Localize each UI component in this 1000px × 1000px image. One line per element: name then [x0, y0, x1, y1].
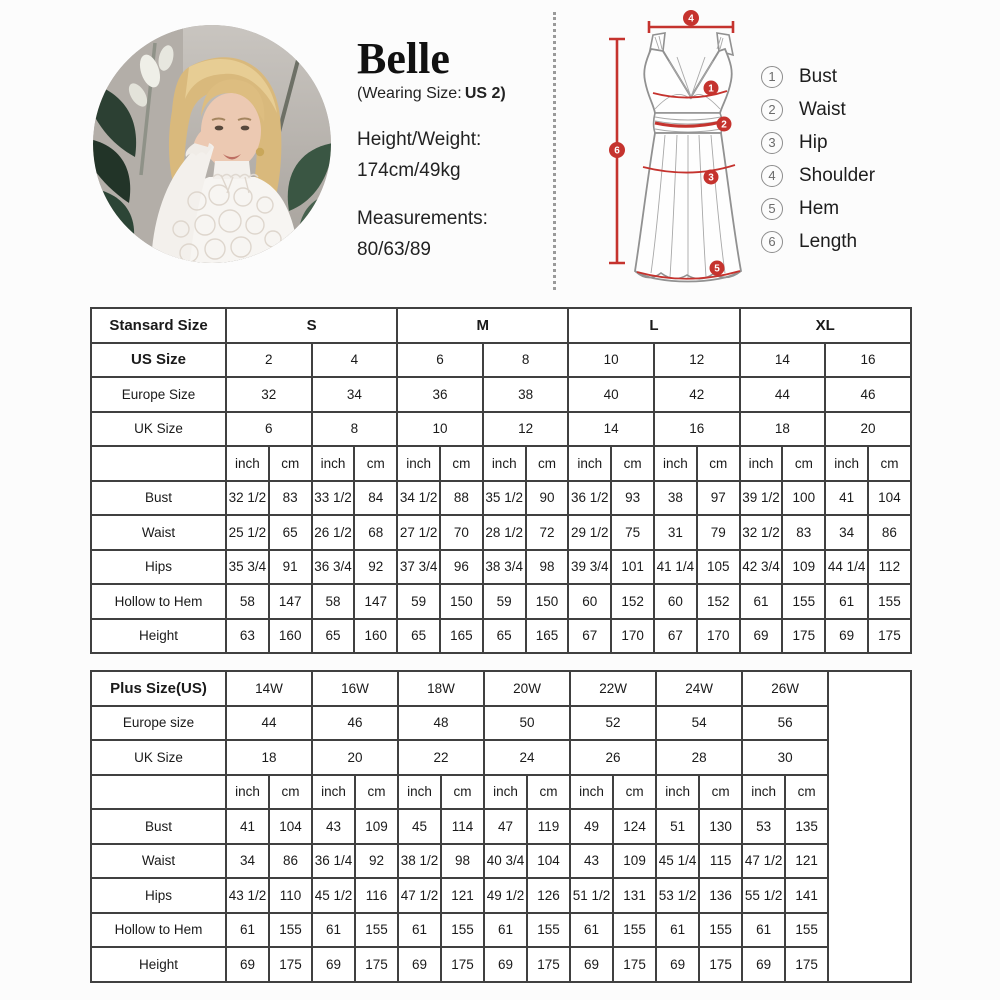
measure-value: 84 — [354, 481, 397, 516]
unit-label: cm — [697, 446, 740, 481]
row-label: Height — [91, 619, 226, 654]
measure-value: 69 — [312, 947, 355, 982]
measure-value: 39 3/4 — [568, 550, 611, 585]
measure-value: 47 1/2 — [398, 878, 441, 913]
measure-value: 34 1/2 — [397, 481, 440, 516]
unit-label: inch — [312, 775, 355, 810]
size-group-header: XL — [740, 308, 911, 343]
measurement-legend — [761, 60, 875, 258]
legend-item-hip — [761, 126, 875, 159]
measure-value: 119 — [527, 809, 570, 844]
measure-value: 65 — [397, 619, 440, 654]
measure-value: 65 — [312, 619, 355, 654]
size-value: 14 — [568, 412, 654, 447]
marker-hip: 3 — [708, 172, 714, 184]
measure-value: 40 3/4 — [484, 844, 527, 879]
measure-value: 155 — [785, 913, 828, 948]
measure-value: 61 — [312, 913, 355, 948]
measure-value: 68 — [354, 515, 397, 550]
measure-value: 67 — [568, 619, 611, 654]
row-label: US Size — [91, 343, 226, 378]
measure-value: 45 1/2 — [312, 878, 355, 913]
measure-value: 42 3/4 — [740, 550, 783, 585]
unit-label: inch — [483, 446, 526, 481]
measure-value: 67 — [654, 619, 697, 654]
measure-value: 126 — [527, 878, 570, 913]
measure-value: 45 — [398, 809, 441, 844]
unit-label: inch — [740, 446, 783, 481]
measure-value: 65 — [269, 515, 312, 550]
unit-label: cm — [269, 775, 312, 810]
measure-value: 39 1/2 — [740, 481, 783, 516]
measure-value: 61 — [742, 913, 785, 948]
table-title: Plus Size(US) — [91, 671, 226, 706]
size-group-header: 18W — [398, 671, 484, 706]
measure-value: 69 — [656, 947, 699, 982]
size-value: 44 — [740, 377, 826, 412]
measure-value: 43 — [570, 844, 613, 879]
measure-value: 47 1/2 — [742, 844, 785, 879]
measure-value: 155 — [355, 913, 398, 948]
size-value: 18 — [740, 412, 826, 447]
marker-shoulder: 4 — [688, 13, 694, 25]
size-value: 50 — [484, 706, 570, 741]
size-value: 46 — [312, 706, 398, 741]
legend-item-length — [761, 225, 875, 258]
size-value: 52 — [570, 706, 656, 741]
row-label: Height — [91, 947, 226, 982]
measure-value: 38 1/2 — [398, 844, 441, 879]
marker-length: 6 — [614, 145, 620, 157]
size-value: 36 — [397, 377, 483, 412]
measure-value: 155 — [613, 913, 656, 948]
measure-value: 69 — [825, 619, 868, 654]
measure-value: 92 — [354, 550, 397, 585]
measure-value: 104 — [527, 844, 570, 879]
size-value: 42 — [654, 377, 740, 412]
size-value: 2 — [226, 343, 312, 378]
measure-value: 165 — [526, 619, 569, 654]
measure-value: 93 — [611, 481, 654, 516]
measure-value: 33 1/2 — [312, 481, 355, 516]
measure-value: 25 1/2 — [226, 515, 269, 550]
measure-value: 92 — [355, 844, 398, 879]
unit-label: inch — [226, 775, 269, 810]
marker-waist: 2 — [721, 119, 727, 131]
measure-value: 36 3/4 — [312, 550, 355, 585]
measure-value: 175 — [868, 619, 911, 654]
measure-value: 109 — [782, 550, 825, 585]
wearing-size-prefix: (Wearing Size: — [357, 85, 462, 103]
measure-value: 101 — [611, 550, 654, 585]
standard-size-table — [90, 307, 912, 654]
size-charts — [90, 307, 910, 983]
row-label: Europe size — [91, 706, 226, 741]
measure-value: 79 — [697, 515, 740, 550]
brand-name: Belle — [357, 34, 450, 83]
wearing-size — [357, 85, 557, 103]
unit-label: inch — [570, 775, 613, 810]
measure-value: 72 — [526, 515, 569, 550]
measure-value: 38 — [654, 481, 697, 516]
row-label: Hollow to Hem — [91, 584, 226, 619]
measure-value: 26 1/2 — [312, 515, 355, 550]
measure-value: 49 1/2 — [484, 878, 527, 913]
legend-label-waist: Waist — [799, 98, 846, 120]
row-label: Bust — [91, 481, 226, 516]
measure-value: 175 — [782, 619, 825, 654]
measure-value: 31 — [654, 515, 697, 550]
measure-value: 29 1/2 — [568, 515, 611, 550]
measure-value: 170 — [611, 619, 654, 654]
unit-label: inch — [484, 775, 527, 810]
measure-value: 175 — [613, 947, 656, 982]
measure-value: 150 — [440, 584, 483, 619]
size-value: 10 — [397, 412, 483, 447]
unit-label: inch — [397, 446, 440, 481]
measure-value: 61 — [484, 913, 527, 948]
measure-value: 69 — [740, 619, 783, 654]
measure-value: 83 — [782, 515, 825, 550]
measure-value: 51 — [656, 809, 699, 844]
row-label: Europe Size — [91, 377, 226, 412]
measure-value: 147 — [269, 584, 312, 619]
measure-value: 38 3/4 — [483, 550, 526, 585]
size-group-header: 20W — [484, 671, 570, 706]
size-value: 10 — [568, 343, 654, 378]
measure-value: 100 — [782, 481, 825, 516]
measure-value: 43 — [312, 809, 355, 844]
measure-value: 47 — [484, 809, 527, 844]
measure-value: 175 — [355, 947, 398, 982]
measure-value: 175 — [527, 947, 570, 982]
measure-value: 55 1/2 — [742, 878, 785, 913]
measure-value: 35 1/2 — [483, 481, 526, 516]
size-value: 48 — [398, 706, 484, 741]
measure-value: 32 1/2 — [226, 481, 269, 516]
size-group-header: L — [568, 308, 739, 343]
legend-label-length: Length — [799, 230, 858, 252]
measure-value: 114 — [441, 809, 484, 844]
measurements-label: Measurements: — [357, 208, 488, 230]
row-label — [91, 775, 226, 810]
row-label: Waist — [91, 515, 226, 550]
legend-label-hip: Hip — [799, 131, 828, 153]
measure-value: 32 1/2 — [740, 515, 783, 550]
size-group-header: S — [226, 308, 397, 343]
unit-label: inch — [226, 446, 269, 481]
wearing-size-value: US 2) — [464, 85, 506, 103]
measure-value: 83 — [269, 481, 312, 516]
size-value: 4 — [312, 343, 398, 378]
legend-item-shoulder — [761, 159, 875, 192]
size-value: 8 — [312, 412, 398, 447]
legend-item-bust — [761, 60, 875, 93]
measure-value: 91 — [269, 550, 312, 585]
measure-value: 97 — [697, 481, 740, 516]
legend-label-bust: Bust — [799, 65, 838, 87]
unit-label: inch — [654, 446, 697, 481]
measure-value: 130 — [699, 809, 742, 844]
row-label: Hips — [91, 878, 226, 913]
size-value: 44 — [226, 706, 312, 741]
dress-measurement-diagram — [585, 5, 770, 297]
size-value: 22 — [398, 740, 484, 775]
measure-value: 175 — [269, 947, 312, 982]
row-label — [91, 446, 226, 481]
unit-label: inch — [312, 446, 355, 481]
size-value: 54 — [656, 706, 742, 741]
size-value: 46 — [825, 377, 911, 412]
measure-value: 116 — [355, 878, 398, 913]
unit-label: inch — [825, 446, 868, 481]
size-value: 24 — [484, 740, 570, 775]
measure-value: 60 — [654, 584, 697, 619]
measure-value: 155 — [699, 913, 742, 948]
size-value: 12 — [483, 412, 569, 447]
measure-value: 70 — [440, 515, 483, 550]
measure-value: 152 — [611, 584, 654, 619]
unit-label: cm — [440, 446, 483, 481]
measure-value: 124 — [613, 809, 656, 844]
measure-value: 86 — [868, 515, 911, 550]
size-value: 16 — [654, 412, 740, 447]
height-weight-label: Height/Weight: — [357, 129, 482, 151]
height-weight-value: 174cm/49kg — [357, 160, 461, 182]
measure-value: 121 — [441, 878, 484, 913]
measure-value: 147 — [354, 584, 397, 619]
size-group-header: 14W — [226, 671, 312, 706]
legend-circle-3: 3 — [761, 132, 783, 154]
legend-item-hem — [761, 192, 875, 225]
unit-label: cm — [527, 775, 570, 810]
measure-value: 175 — [441, 947, 484, 982]
legend-item-waist — [761, 93, 875, 126]
measure-value: 109 — [355, 809, 398, 844]
unit-label: cm — [611, 446, 654, 481]
unit-label: cm — [868, 446, 911, 481]
unit-label: cm — [785, 775, 828, 810]
measure-value: 136 — [699, 878, 742, 913]
size-value: 20 — [825, 412, 911, 447]
unit-label: inch — [742, 775, 785, 810]
measure-value: 155 — [269, 913, 312, 948]
empty-column — [828, 671, 911, 982]
measure-value: 34 — [226, 844, 269, 879]
measure-value: 160 — [269, 619, 312, 654]
unit-label: cm — [354, 446, 397, 481]
measurements-value: 80/63/89 — [357, 239, 431, 261]
measure-value: 141 — [785, 878, 828, 913]
size-value: 40 — [568, 377, 654, 412]
model-info — [357, 36, 557, 261]
row-label: UK Size — [91, 412, 226, 447]
legend-label-hem: Hem — [799, 197, 840, 219]
size-value: 38 — [483, 377, 569, 412]
unit-label: cm — [355, 775, 398, 810]
measure-value: 61 — [570, 913, 613, 948]
size-value: 20 — [312, 740, 398, 775]
model-photo — [93, 25, 331, 263]
measure-value: 34 — [825, 515, 868, 550]
top-section — [0, 0, 1000, 300]
size-group-header: 24W — [656, 671, 742, 706]
unit-label: cm — [441, 775, 484, 810]
measure-value: 165 — [440, 619, 483, 654]
measure-value: 59 — [483, 584, 526, 619]
measure-value: 53 1/2 — [656, 878, 699, 913]
measure-value: 61 — [740, 584, 783, 619]
unit-label: cm — [526, 446, 569, 481]
size-value: 26 — [570, 740, 656, 775]
measure-value: 58 — [226, 584, 269, 619]
measure-value: 28 1/2 — [483, 515, 526, 550]
measure-value: 155 — [868, 584, 911, 619]
measure-value: 105 — [697, 550, 740, 585]
measure-value: 75 — [611, 515, 654, 550]
row-label: Bust — [91, 809, 226, 844]
measure-value: 69 — [398, 947, 441, 982]
measure-value: 104 — [868, 481, 911, 516]
measure-value: 86 — [269, 844, 312, 879]
measure-value: 112 — [868, 550, 911, 585]
measure-value: 69 — [226, 947, 269, 982]
size-value: 30 — [742, 740, 828, 775]
measure-value: 155 — [782, 584, 825, 619]
size-value: 28 — [656, 740, 742, 775]
measure-value: 104 — [269, 809, 312, 844]
legend-label-shoulder: Shoulder — [799, 164, 876, 186]
size-value: 56 — [742, 706, 828, 741]
row-label: UK Size — [91, 740, 226, 775]
measure-value: 98 — [441, 844, 484, 879]
measure-value: 61 — [226, 913, 269, 948]
size-value: 6 — [226, 412, 312, 447]
measure-value: 49 — [570, 809, 613, 844]
row-label: Waist — [91, 844, 226, 879]
measure-value: 155 — [527, 913, 570, 948]
measure-value: 69 — [570, 947, 613, 982]
measure-value: 150 — [526, 584, 569, 619]
size-value: 8 — [483, 343, 569, 378]
size-group-header: 22W — [570, 671, 656, 706]
size-group-header: M — [397, 308, 568, 343]
measure-value: 175 — [785, 947, 828, 982]
unit-label: cm — [782, 446, 825, 481]
measure-value: 58 — [312, 584, 355, 619]
marker-hem: 5 — [714, 263, 720, 275]
measure-value: 45 1/4 — [656, 844, 699, 879]
measure-value: 61 — [398, 913, 441, 948]
measure-value: 69 — [484, 947, 527, 982]
measure-value: 61 — [656, 913, 699, 948]
legend-circle-2: 2 — [761, 99, 783, 121]
plus-size-table — [90, 670, 912, 983]
measure-value: 51 1/2 — [570, 878, 613, 913]
legend-circle-5: 5 — [761, 198, 783, 220]
measure-value: 152 — [697, 584, 740, 619]
size-value: 14 — [740, 343, 826, 378]
size-group-header: 26W — [742, 671, 828, 706]
unit-label: cm — [613, 775, 656, 810]
model-photo-illustration — [93, 25, 331, 263]
measure-value: 37 3/4 — [397, 550, 440, 585]
measure-value: 59 — [397, 584, 440, 619]
measure-value: 41 — [226, 809, 269, 844]
measure-value: 43 1/2 — [226, 878, 269, 913]
measure-value: 160 — [354, 619, 397, 654]
measure-value: 175 — [699, 947, 742, 982]
measure-value: 135 — [785, 809, 828, 844]
measure-value: 170 — [697, 619, 740, 654]
unit-label: inch — [656, 775, 699, 810]
measure-value: 44 1/4 — [825, 550, 868, 585]
table-title: Stansard Size — [91, 308, 226, 343]
measure-value: 36 1/2 — [568, 481, 611, 516]
measure-value: 27 1/2 — [397, 515, 440, 550]
size-value: 16 — [825, 343, 911, 378]
measure-value: 98 — [526, 550, 569, 585]
marker-bust: 1 — [708, 83, 714, 95]
size-value: 6 — [397, 343, 483, 378]
unit-label: cm — [699, 775, 742, 810]
measure-value: 35 3/4 — [226, 550, 269, 585]
measure-value: 60 — [568, 584, 611, 619]
unit-label: inch — [568, 446, 611, 481]
measure-value: 121 — [785, 844, 828, 879]
measure-value: 36 1/4 — [312, 844, 355, 879]
measure-value: 69 — [742, 947, 785, 982]
measure-value: 115 — [699, 844, 742, 879]
legend-circle-1: 1 — [761, 66, 783, 88]
legend-circle-6: 6 — [761, 231, 783, 253]
measure-value: 131 — [613, 878, 656, 913]
legend-circle-4: 4 — [761, 165, 783, 187]
measure-value: 90 — [526, 481, 569, 516]
measure-value: 53 — [742, 809, 785, 844]
measure-value: 96 — [440, 550, 483, 585]
size-value: 18 — [226, 740, 312, 775]
unit-label: cm — [269, 446, 312, 481]
measure-value: 41 1/4 — [654, 550, 697, 585]
size-value: 34 — [312, 377, 398, 412]
unit-label: inch — [398, 775, 441, 810]
measure-value: 110 — [269, 878, 312, 913]
measure-value: 155 — [441, 913, 484, 948]
measure-value: 65 — [483, 619, 526, 654]
size-group-header: 16W — [312, 671, 398, 706]
measure-value: 41 — [825, 481, 868, 516]
size-value: 12 — [654, 343, 740, 378]
measure-value: 109 — [613, 844, 656, 879]
row-label: Hollow to Hem — [91, 913, 226, 948]
measure-value: 61 — [825, 584, 868, 619]
measure-value: 63 — [226, 619, 269, 654]
measure-value: 88 — [440, 481, 483, 516]
row-label: Hips — [91, 550, 226, 585]
size-value: 32 — [226, 377, 312, 412]
dashed-divider — [553, 12, 556, 290]
